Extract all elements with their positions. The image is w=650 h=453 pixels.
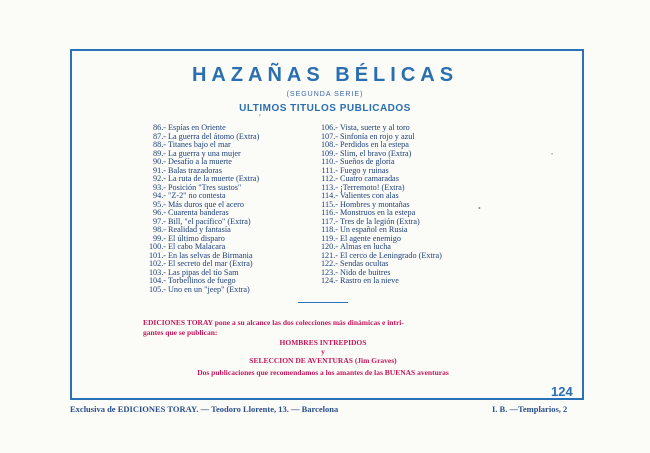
- title-name: Nido de buitres: [340, 267, 391, 277]
- title-name: Posición "Tres sustos": [168, 182, 242, 192]
- title-name: Cuarenta banderas: [168, 208, 229, 217]
- series-title: HAZAÑAS BÉLICAS: [191, 64, 459, 86]
- title-number: 109.-: [320, 148, 338, 158]
- title-number: 90.-: [153, 157, 166, 166]
- title-name: El último disparo: [168, 233, 225, 243]
- title-name: Balas trazadoras: [168, 165, 222, 175]
- title-name: Tres de la legión (Extra): [340, 216, 420, 226]
- title-number: 112.-: [321, 174, 338, 183]
- title-number: 101.-: [148, 250, 166, 260]
- title-number: 116.-: [321, 208, 338, 217]
- title-number: 113.-: [321, 182, 338, 192]
- title-name: Realidad y fantasía: [168, 225, 231, 234]
- title-number: 86.-: [153, 123, 166, 132]
- title-number: 114.-: [321, 191, 338, 200]
- title-number: 94.-: [153, 191, 166, 200]
- title-number: 100.-: [148, 242, 166, 251]
- title-name: Almas en lucha: [340, 242, 391, 251]
- title-number: 97.-: [153, 216, 166, 226]
- promo-text-line-1: EDICIONES TORAY pone a su alcance las dos colecciones más dinámicas e intri-: [143, 318, 404, 327]
- series-subtitle: (SEGUNDA SERIE): [286, 91, 364, 98]
- footer-printer: I. B. —Templarios, 2: [492, 404, 568, 414]
- title-number: 105.-: [148, 284, 166, 294]
- title-name: Torbellinos de fuego: [168, 276, 236, 285]
- title-number: 103.-: [148, 267, 166, 277]
- title-number: 120.-: [320, 242, 338, 251]
- list-heading: ULTIMOS TITULOS PUBLICADOS: [239, 103, 411, 114]
- title-name: La ruta de la muerte (Extra): [168, 174, 260, 183]
- title-number: 119.-: [321, 233, 338, 243]
- titles-list-right: [316, 124, 442, 286]
- title-name: "Z-2" no contesta: [168, 191, 226, 200]
- title-name: Bill, "el pacífico" (Extra): [168, 216, 251, 226]
- title-number: 98.-: [153, 225, 166, 234]
- promo-conjunction: y: [321, 347, 325, 356]
- title-name: Más duros que el acero: [168, 199, 244, 209]
- promo-collection-1: HOMBRES INTREPIDOS: [279, 338, 367, 347]
- title-number: 123.-: [320, 267, 338, 277]
- title-name: El secreto del mar (Extra): [168, 259, 253, 268]
- title-name: El cabo Malacara: [168, 242, 226, 251]
- title-name: Uno en un "jeep" (Extra): [168, 284, 250, 294]
- title-number: 99.-: [153, 233, 166, 243]
- title-name: Rastro en la nieve: [340, 276, 399, 285]
- title-number: 96.-: [153, 208, 166, 217]
- title-name: Cuatro camaradas: [340, 174, 399, 183]
- title-number: 115.-: [321, 199, 338, 209]
- title-name: En las selvas de Birmania: [168, 250, 253, 260]
- title-number: 124.-: [320, 276, 338, 285]
- title-name: Vista, suerte y al toro: [340, 123, 410, 132]
- title-number: 104.-: [148, 276, 166, 285]
- title-name: Espías en Oriente: [168, 123, 226, 132]
- promo-collection-2: SELECCION DE AVENTURAS (Jim Graves): [249, 356, 397, 365]
- page-number: 124: [551, 384, 573, 399]
- title-name: Sueños de gloria: [340, 157, 395, 166]
- title-number: 107.-: [320, 131, 338, 141]
- title-name: Monstruos en la estepa: [340, 208, 416, 217]
- title-number: 122.-: [320, 259, 338, 268]
- title-number: 108.-: [320, 140, 338, 149]
- title-number: 92.-: [153, 174, 166, 183]
- stray-mark: •: [478, 204, 481, 213]
- title-number: 110.-: [321, 157, 338, 166]
- title-number: 117.-: [321, 216, 338, 226]
- footer-publisher: Exclusiva de EDICIONES TORAY. — Teodoro Llorente, 13. — Barcelona: [70, 404, 339, 414]
- title-name: Desafío a la muerte: [168, 157, 232, 166]
- title-name: Valientes con alas: [340, 191, 399, 200]
- title-name: El cerco de Leningrado (Extra): [340, 250, 442, 260]
- title-number: 89.-: [153, 148, 166, 158]
- title-number: 106.-: [320, 123, 338, 132]
- title-number: 87.-: [153, 131, 166, 141]
- divider-line: [298, 302, 348, 303]
- stray-mark: •: [551, 152, 554, 158]
- title-number: 95.-: [153, 199, 166, 209]
- title-name: ¡Terremoto! (Extra): [340, 182, 405, 192]
- titles-list-left: [144, 124, 259, 294]
- title-number: 121.-: [320, 250, 338, 260]
- list-item: [316, 277, 442, 286]
- title-name: Un español en Rusia: [340, 225, 408, 234]
- title-name: Perdidos en la estepa: [340, 140, 409, 149]
- promo-text-line-2: gantes que se publican:: [143, 328, 218, 337]
- title-number: 118.-: [321, 225, 338, 234]
- title-number: 88.-: [153, 140, 166, 149]
- title-name: Slim, el bravo (Extra): [340, 148, 412, 158]
- title-name: Sendas ocultas: [340, 259, 389, 268]
- title-number: 111.-: [321, 165, 338, 175]
- title-name: Hombres y montañas: [340, 199, 410, 209]
- title-name: Titanes bajo el mar: [168, 140, 231, 149]
- title-name: Sinfonía en rojo y azul: [340, 131, 415, 141]
- title-name: Las pipas del tío Sam: [168, 267, 239, 277]
- title-number: 93.-: [153, 182, 166, 192]
- title-number: 91.-: [153, 165, 166, 175]
- title-name: Fuego y ruinas: [340, 165, 389, 175]
- title-number: 102.-: [148, 259, 166, 268]
- list-item: [144, 286, 259, 295]
- stray-mark: ': [259, 113, 261, 124]
- title-name: La guerra del átomo (Extra): [168, 131, 260, 141]
- title-name: El agente enemigo: [340, 233, 401, 243]
- title-name: La guerra y una mujer: [168, 148, 241, 158]
- promo-closing: Dos publicaciones que recomendamos a los amantes de las BUENAS aventuras: [197, 368, 449, 377]
